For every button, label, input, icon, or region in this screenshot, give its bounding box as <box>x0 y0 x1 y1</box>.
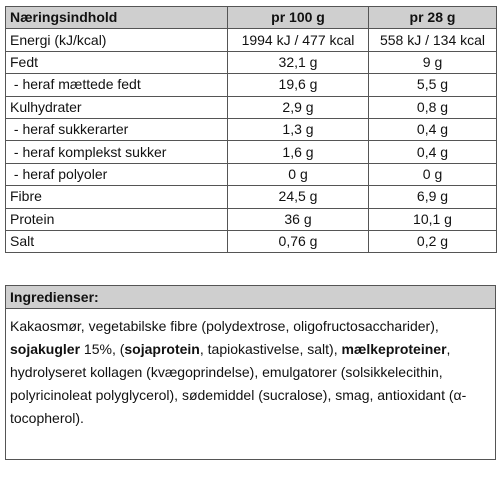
table-row <box>6 74 497 96</box>
nutrient-label: - heraf mættede fedt <box>6 74 228 96</box>
value-per-100g: 1,6 g <box>228 141 369 163</box>
value-per-28g: 5,5 g <box>369 74 497 96</box>
nutrient-label: Energi (kJ/kcal) <box>6 29 228 51</box>
value-per-28g: 0,2 g <box>369 230 497 252</box>
nutrition-header-row <box>6 7 497 29</box>
ingredient-text-segment: , tapiokastivelse, salt), <box>199 341 342 357</box>
nutrient-label: Protein <box>6 208 228 230</box>
nutrient-label: - heraf polyoler <box>6 163 228 185</box>
value-per-28g: 0 g <box>369 163 497 185</box>
ingredient-allergen: mælkeproteiner <box>341 341 447 357</box>
value-per-28g: 10,1 g <box>369 208 497 230</box>
value-per-28g: 558 kJ / 134 kcal <box>369 29 497 51</box>
ingredients-title: Ingredienser: <box>6 286 495 309</box>
nutrient-label: - heraf sukkerarter <box>6 118 228 140</box>
nutrient-label: Fedt <box>6 51 228 73</box>
ingredient-text-segment: , hydrolyseret kollagen (kvægoprindelse), emulgatorer (solsikkelecithin, polyricinoleat polyglycerol), sødemiddel (sucralose), smag, antioxidant (α-tocopherol). <box>10 341 467 426</box>
value-per-100g: 32,1 g <box>228 51 369 73</box>
header-per-100g: pr 100 g <box>228 7 369 29</box>
nutrient-label: Fibre <box>6 186 228 208</box>
table-row <box>6 96 497 118</box>
ingredients-text <box>6 309 495 430</box>
ingredients-box <box>5 285 496 460</box>
value-per-28g: 6,9 g <box>369 186 497 208</box>
ingredient-allergen: sojaprotein <box>124 341 200 357</box>
nutrition-table-body <box>6 29 497 253</box>
value-per-28g: 9 g <box>369 51 497 73</box>
table-row <box>6 29 497 51</box>
value-per-100g: 0 g <box>228 163 369 185</box>
ingredient-text-segment: 15%, ( <box>80 341 125 357</box>
value-per-100g: 24,5 g <box>228 186 369 208</box>
value-per-100g: 36 g <box>228 208 369 230</box>
value-per-100g: 19,6 g <box>228 74 369 96</box>
table-row <box>6 163 497 185</box>
header-nutrient: Næringsindhold <box>6 7 228 29</box>
value-per-100g: 1,3 g <box>228 118 369 140</box>
value-per-28g: 0,4 g <box>369 141 497 163</box>
table-row <box>6 141 497 163</box>
value-per-100g: 2,9 g <box>228 96 369 118</box>
value-per-28g: 0,4 g <box>369 118 497 140</box>
header-per-28g: pr 28 g <box>369 7 497 29</box>
table-row <box>6 230 497 252</box>
ingredient-text-segment: Kakaosmør, vegetabilske fibre (polydextrose, oligofructosaccharider), <box>10 318 439 334</box>
table-row <box>6 186 497 208</box>
nutrient-label: Kulhydrater <box>6 96 228 118</box>
table-row <box>6 208 497 230</box>
value-per-100g: 0,76 g <box>228 230 369 252</box>
nutrient-label: Salt <box>6 230 228 252</box>
value-per-28g: 0,8 g <box>369 96 497 118</box>
ingredient-allergen: sojakugler <box>10 341 81 357</box>
table-row <box>6 51 497 73</box>
table-row <box>6 118 497 140</box>
value-per-100g: 1994 kJ / 477 kcal <box>228 29 369 51</box>
nutrient-label: - heraf komplekst sukker <box>6 141 228 163</box>
nutrition-table <box>5 6 497 253</box>
